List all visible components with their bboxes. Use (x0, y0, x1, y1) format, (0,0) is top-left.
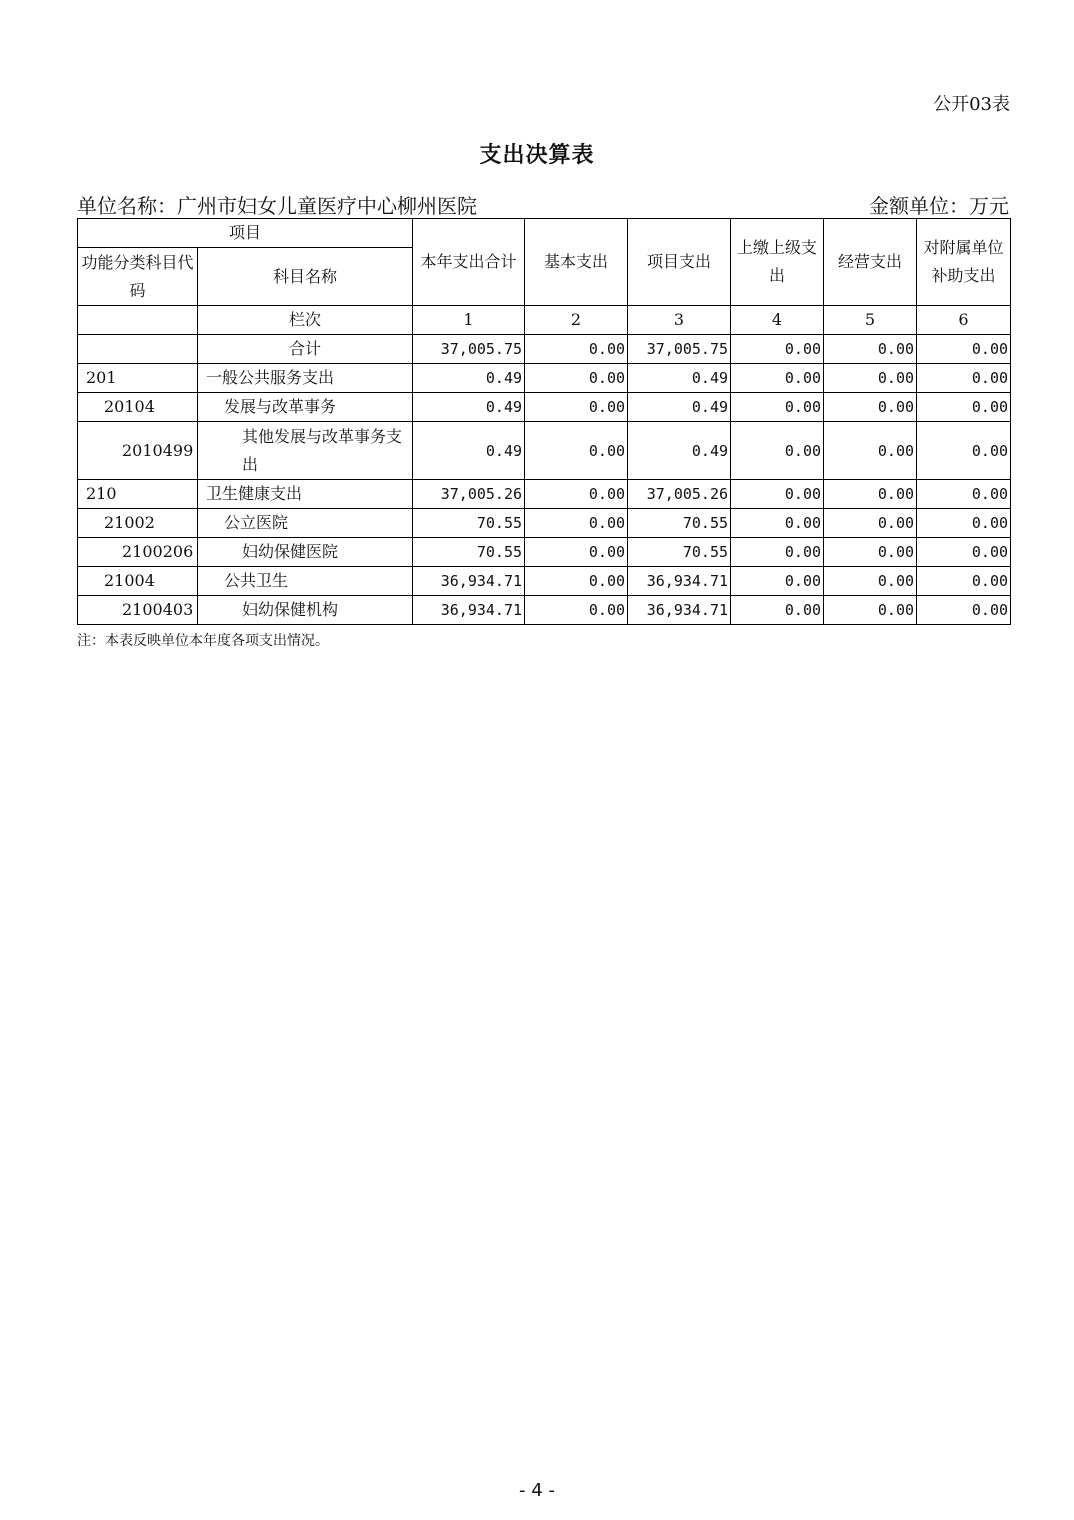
table-row (78, 538, 1011, 567)
row-value: 36,934.71 (628, 596, 731, 625)
row-value: 70.55 (628, 538, 731, 567)
row-subject-name: 妇幼保健机构 (198, 596, 413, 625)
row-value: 0.00 (824, 393, 917, 422)
row-value: 0.00 (824, 596, 917, 625)
table-row (78, 596, 1011, 625)
table-row (78, 364, 1011, 393)
row-value: 0.00 (824, 422, 917, 480)
row-subject-name: 其他发展与改革事务支出 (198, 422, 413, 480)
header-project-expenditure: 项目支出 (628, 219, 731, 306)
col-num: 2 (525, 306, 628, 335)
row-value: 0.00 (731, 567, 824, 596)
total-value: 0.00 (525, 335, 628, 364)
row-value: 0.00 (824, 538, 917, 567)
row-value: 0.00 (525, 567, 628, 596)
table-row (78, 567, 1011, 596)
expenditure-table (77, 218, 1011, 625)
col-num: 3 (628, 306, 731, 335)
row-subject-name: 一般公共服务支出 (198, 364, 413, 393)
total-value: 0.00 (731, 335, 824, 364)
row-value: 37,005.26 (413, 480, 525, 509)
row-value: 36,934.71 (628, 567, 731, 596)
unit-name: 单位名称：广州市妇女儿童医疗中心柳州医院 (77, 194, 477, 218)
total-value: 0.00 (917, 335, 1011, 364)
table-note: 注：本表反映单位本年度各项支出情况。 (77, 633, 329, 649)
row-value: 0.00 (731, 509, 824, 538)
row-value: 0.00 (731, 538, 824, 567)
row-value: 0.00 (731, 393, 824, 422)
row-value: 0.00 (917, 538, 1011, 567)
total-code-empty (78, 335, 198, 364)
header-subsidy: 对附属单位补助支出 (917, 219, 1011, 306)
document-title: 支出决算表 (479, 142, 595, 168)
row-value: 0.49 (413, 364, 525, 393)
row-value: 0.00 (824, 567, 917, 596)
col-num: 1 (413, 306, 525, 335)
row-code: 21004 (78, 567, 198, 596)
row-value: 70.55 (628, 509, 731, 538)
header-subject-name: 科目名称 (198, 248, 413, 306)
row-value: 0.00 (917, 480, 1011, 509)
row-value: 0.00 (824, 509, 917, 538)
row-value: 0.00 (525, 596, 628, 625)
row-value: 70.55 (413, 509, 525, 538)
col-label: 栏次 (198, 306, 413, 335)
row-value: 0.00 (731, 364, 824, 393)
col-num: 4 (731, 306, 824, 335)
row-code: 20104 (78, 393, 198, 422)
header-code: 功能分类科目代码 (78, 248, 198, 306)
row-code: 2010499 (78, 422, 198, 480)
col-num: 6 (917, 306, 1011, 335)
col-num: 5 (824, 306, 917, 335)
row-value: 36,934.71 (413, 596, 525, 625)
table-body (78, 364, 1011, 625)
row-value: 0.00 (525, 364, 628, 393)
amount-unit: 金额单位：万元 (869, 194, 1009, 218)
header-project: 项目 (78, 219, 413, 248)
row-value: 0.49 (628, 364, 731, 393)
row-value: 0.00 (525, 480, 628, 509)
row-value: 0.00 (731, 596, 824, 625)
row-subject-name: 公立医院 (198, 509, 413, 538)
row-value: 0.00 (525, 422, 628, 480)
row-value: 0.49 (413, 393, 525, 422)
row-value: 36,934.71 (413, 567, 525, 596)
header-business: 经营支出 (824, 219, 917, 306)
header-upper-remit: 上缴上级支出 (731, 219, 824, 306)
header-total: 本年支出合计 (413, 219, 525, 306)
row-code: 2100403 (78, 596, 198, 625)
row-value: 0.00 (525, 509, 628, 538)
row-subject-name: 卫生健康支出 (198, 480, 413, 509)
meta-row (77, 190, 1009, 219)
row-value: 0.00 (731, 480, 824, 509)
row-code: 201 (78, 364, 198, 393)
table-row (78, 509, 1011, 538)
row-value: 0.49 (628, 422, 731, 480)
row-value: 0.00 (525, 393, 628, 422)
table-header (78, 219, 1011, 364)
table-row (78, 393, 1011, 422)
row-subject-name: 发展与改革事务 (198, 393, 413, 422)
col-label-empty (78, 306, 198, 335)
total-value: 0.00 (824, 335, 917, 364)
total-label: 合计 (198, 335, 413, 364)
row-subject-name: 妇幼保健医院 (198, 538, 413, 567)
row-value: 0.49 (413, 422, 525, 480)
row-value: 70.55 (413, 538, 525, 567)
total-row (78, 335, 1011, 364)
row-value: 0.00 (917, 509, 1011, 538)
total-value: 37,005.75 (413, 335, 525, 364)
row-code: 2100206 (78, 538, 198, 567)
row-value: 0.49 (628, 393, 731, 422)
row-value: 0.00 (917, 596, 1011, 625)
form-code: 公开03表 (933, 94, 1010, 115)
row-subject-name: 公共卫生 (198, 567, 413, 596)
total-value: 37,005.75 (628, 335, 731, 364)
row-value: 0.00 (824, 480, 917, 509)
table-row (78, 480, 1011, 509)
row-value: 0.00 (525, 538, 628, 567)
row-code: 210 (78, 480, 198, 509)
header-basic: 基本支出 (525, 219, 628, 306)
table-row (78, 422, 1011, 480)
row-value: 0.00 (917, 422, 1011, 480)
page-number: - 4 - (519, 1480, 555, 1501)
row-code: 21002 (78, 509, 198, 538)
row-value: 0.00 (917, 567, 1011, 596)
row-value: 37,005.26 (628, 480, 731, 509)
row-value: 0.00 (731, 422, 824, 480)
row-value: 0.00 (917, 364, 1011, 393)
row-value: 0.00 (917, 393, 1011, 422)
row-value: 0.00 (824, 364, 917, 393)
